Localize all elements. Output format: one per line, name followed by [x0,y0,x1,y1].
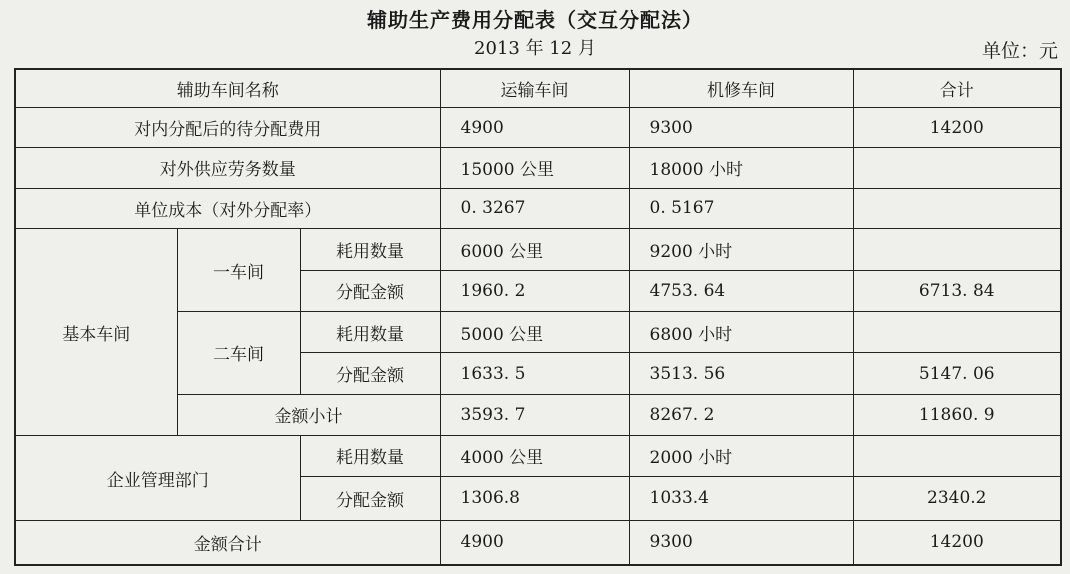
table-title: 辅助生产费用分配表（交互分配法） [367,8,703,32]
row-label: 耗用数量 [300,229,440,270]
unit-label: 单位：元 [981,40,1058,62]
table-date: 2013 年 12 月 [474,38,596,59]
cell-transport: 1633. 5 [440,353,629,394]
row-label: 对内分配后的待分配费用 [15,107,440,147]
cell-transport: 3593. 7 [440,394,629,435]
workshop2-label: 二车间 [177,311,300,394]
cell-repair: 2000 小时 [629,436,853,476]
table-row [15,107,1061,147]
row-label: 对外供应劳务数量 [15,148,440,188]
header-repair: 机修车间 [629,69,853,107]
header-workshop-name: 辅助车间名称 [15,69,440,107]
table-row [15,229,1061,270]
header-transport: 运输车间 [440,69,629,107]
cell-total: 14200 [853,520,1061,565]
cell-transport: 4900 [440,520,629,565]
row-label: 金额小计 [177,394,440,435]
cell-repair: 9300 [629,107,853,147]
basic-workshop-label: 基本车间 [15,229,177,436]
cell-repair: 4753. 64 [629,270,853,311]
cell-repair: 9200 小时 [629,229,853,270]
row-label: 耗用数量 [300,436,440,476]
table-row [15,436,1061,476]
cell-total [853,311,1061,352]
cell-total: 14200 [853,107,1061,147]
row-label: 分配金额 [300,476,440,520]
row-label: 单位成本（对外分配率） [15,188,440,228]
cell-repair: 3513. 56 [629,353,853,394]
cell-repair: 18000 小时 [629,148,853,188]
allocation-table [14,68,1062,566]
row-label: 分配金额 [300,353,440,394]
admin-label: 企业管理部门 [15,436,300,521]
cell-transport: 1306.8 [440,476,629,520]
row-label: 金额合计 [15,520,440,565]
cell-total: 5147. 06 [853,353,1061,394]
cell-total [853,148,1061,188]
cell-repair: 9300 [629,520,853,565]
cell-repair: 8267. 2 [629,394,853,435]
cell-total: 6713. 84 [853,270,1061,311]
table-row [15,148,1061,188]
cell-total: 11860. 9 [853,394,1061,435]
cell-repair: 0. 5167 [629,188,853,228]
cell-transport: 4900 [440,107,629,147]
cell-total [853,188,1061,228]
cell-repair: 6800 小时 [629,311,853,352]
cell-transport: 15000 公里 [440,148,629,188]
cell-total [853,436,1061,476]
cell-repair: 1033.4 [629,476,853,520]
cell-total [853,229,1061,270]
header-total: 合计 [853,69,1061,107]
table-row [15,188,1061,228]
cell-transport: 5000 公里 [440,311,629,352]
cell-transport: 4000 公里 [440,436,629,476]
table-row [15,520,1061,565]
row-label: 耗用数量 [300,311,440,352]
cell-transport: 6000 公里 [440,229,629,270]
row-label: 分配金额 [300,270,440,311]
cell-transport: 0. 3267 [440,188,629,228]
workshop1-label: 一车间 [177,229,300,312]
table-header-row [15,69,1061,107]
cell-total: 2340.2 [853,476,1061,520]
cell-transport: 1960. 2 [440,270,629,311]
